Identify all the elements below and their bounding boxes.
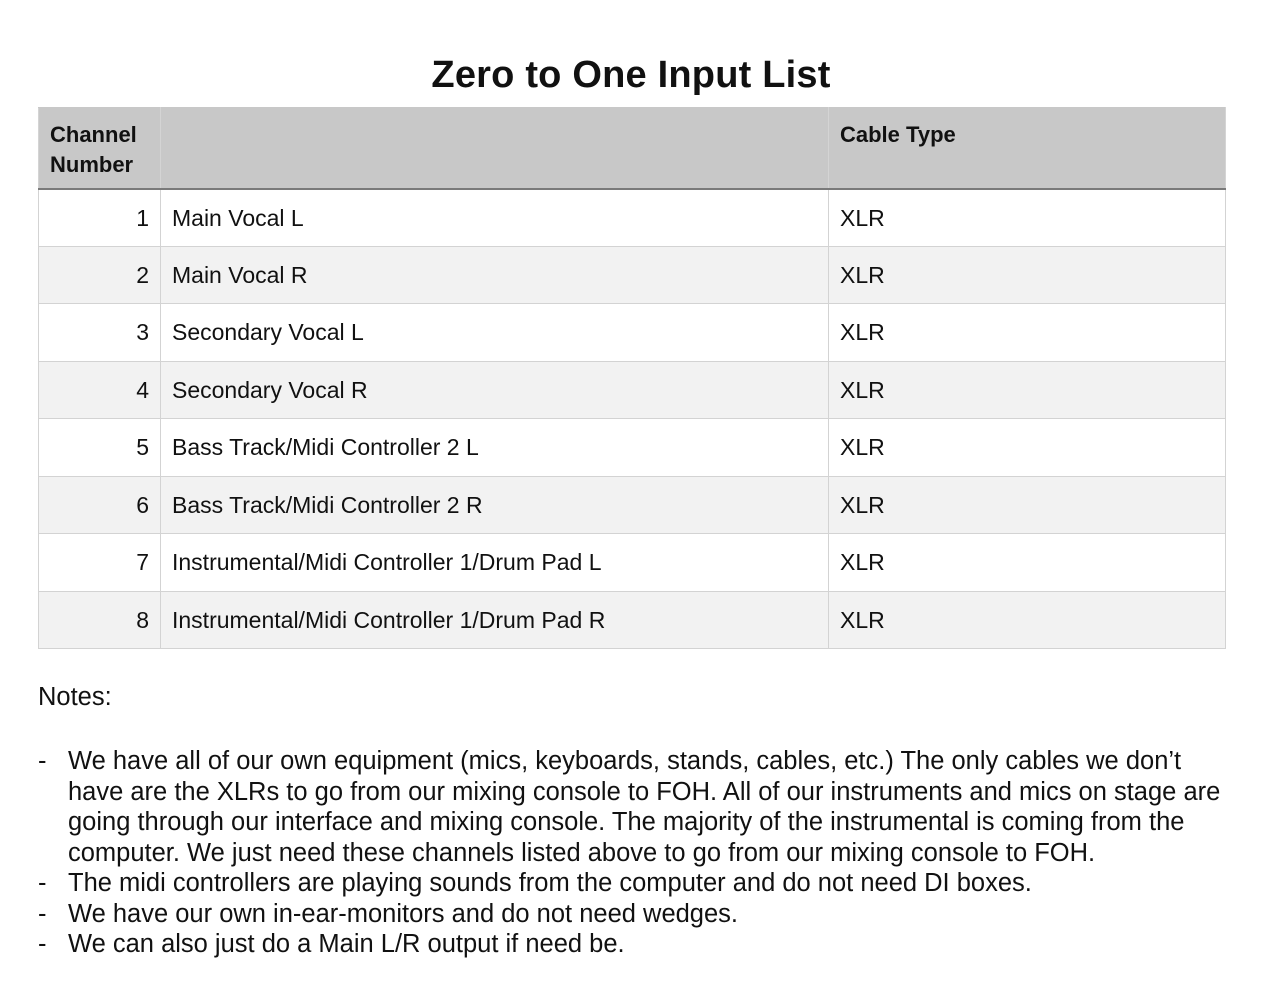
channel-number-cell: 7 [39, 534, 161, 592]
cable-type-cell: XLR [829, 304, 1226, 362]
table-row [39, 534, 1226, 592]
note-text: We have our own in-ear-monitors and do not need wedges. [68, 899, 739, 928]
cable-type-cell: XLR [829, 476, 1226, 534]
cable-type-cell: XLR [829, 591, 1226, 649]
source-cell: Main Vocal R [161, 246, 829, 304]
channel-number-cell: 2 [39, 246, 161, 304]
source-cell: Instrumental/Midi Controller 1/Drum Pad L [161, 534, 829, 592]
header-channel-number: Channel Number [39, 108, 161, 189]
dash-bullet: - [38, 899, 47, 928]
note-text: We can also just do a Main L/R output if need be. [68, 930, 625, 958]
table-row [39, 361, 1226, 419]
source-cell: Bass Track/Midi Controller 2 L [161, 419, 829, 477]
table-row [39, 591, 1226, 649]
note-item [38, 899, 1238, 930]
input-list-table [38, 107, 1226, 649]
source-cell: Bass Track/Midi Controller 2 R [161, 476, 829, 534]
source-cell: Main Vocal L [161, 189, 829, 247]
table-row [39, 246, 1226, 304]
dash-bullet: - [38, 747, 47, 775]
source-cell: Secondary Vocal R [161, 361, 829, 419]
table-row [39, 476, 1226, 534]
cable-type-cell: XLR [829, 534, 1226, 592]
header-source [161, 108, 829, 189]
dash-bullet: - [38, 869, 47, 897]
notes-list [38, 746, 1238, 960]
channel-number-cell: 1 [39, 189, 161, 247]
notes-heading: Notes: [38, 683, 112, 711]
source-cell: Instrumental/Midi Controller 1/Drum Pad R [161, 591, 829, 649]
note-item [38, 868, 1238, 899]
channel-number-cell: 6 [39, 476, 161, 534]
channel-number-cell: 5 [39, 419, 161, 477]
channel-number-cell: 4 [39, 361, 161, 419]
note-item [38, 929, 1238, 960]
channel-number-cell: 3 [39, 304, 161, 362]
source-cell: Secondary Vocal L [161, 304, 829, 362]
notes-section [38, 678, 1238, 960]
header-cable-type: Cable Type [829, 108, 1226, 189]
dash-bullet: - [38, 930, 47, 958]
cable-type-cell: XLR [829, 361, 1226, 419]
cable-type-cell: XLR [829, 246, 1226, 304]
table-row [39, 189, 1226, 247]
table-header-row [39, 108, 1226, 189]
cable-type-cell: XLR [829, 189, 1226, 247]
note-text: We have all of our own equipment (mics, keyboards, stands, cables, etc.) The only cables we don’t have are the XLRs to go from our mixing console to FOH. All of our instruments and mics on stage are going through our interface and mixing console. The majority of the instrumental is coming from the computer. We just need these channels listed above to go from our mixing console to FOH. [68, 747, 1221, 867]
cable-type-cell: XLR [829, 419, 1226, 477]
table-row [39, 419, 1226, 477]
note-text: The midi controllers are playing sounds from the computer and do not need DI boxes. [68, 869, 1032, 897]
table-row [39, 304, 1226, 362]
page-title: Zero to One Input List [431, 54, 831, 97]
channel-number-cell: 8 [39, 591, 161, 649]
note-item [38, 746, 1238, 868]
